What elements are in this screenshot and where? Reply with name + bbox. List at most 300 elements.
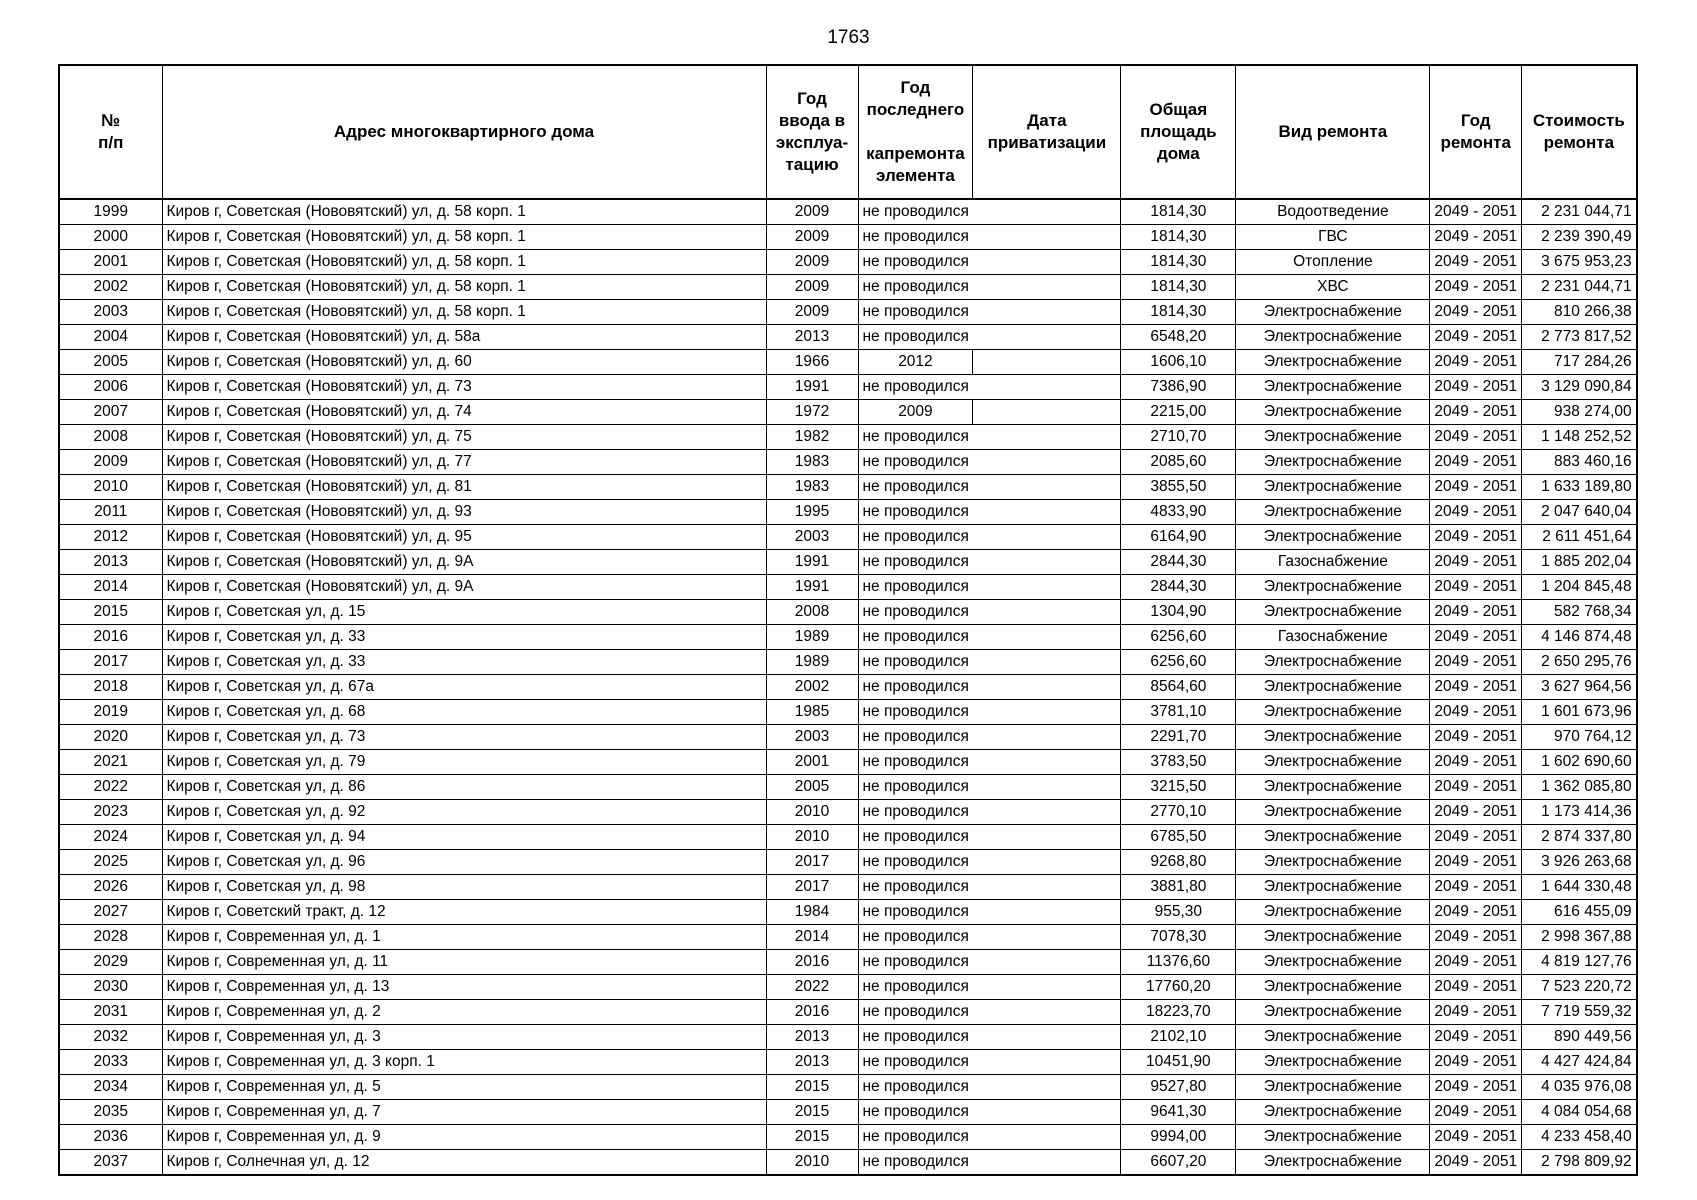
repair-period: 2049 - 2051	[1430, 450, 1522, 475]
header-line: площадь	[1140, 122, 1217, 141]
last-repair-year: не проводился	[858, 825, 973, 850]
repair-cost: 1 885 202,04	[1522, 550, 1637, 575]
header-last-repair	[858, 65, 973, 199]
house-address: Киров г, Советская ул, д. 92	[162, 800, 766, 825]
total-area: 2844,30	[1121, 575, 1236, 600]
repair-period: 2049 - 2051	[1430, 975, 1522, 1000]
repair-period: 2049 - 2051	[1430, 625, 1522, 650]
table-row	[59, 400, 1637, 425]
house-address: Киров г, Современная ул, д. 1	[162, 925, 766, 950]
last-repair-year: не проводился	[858, 650, 973, 675]
privatization-date	[973, 1100, 1121, 1125]
repair-type: Электроснабжение	[1236, 825, 1430, 850]
row-number: 2008	[59, 425, 162, 450]
total-area: 6164,90	[1121, 525, 1236, 550]
privatization-date	[973, 1075, 1121, 1100]
row-number: 2011	[59, 500, 162, 525]
privatization-date	[973, 400, 1121, 425]
repair-period: 2049 - 2051	[1430, 1000, 1522, 1025]
repair-cost: 2 231 044,71	[1522, 275, 1637, 300]
last-repair-year: не проводился	[858, 1150, 973, 1176]
repair-type: Электроснабжение	[1236, 775, 1430, 800]
repair-period: 2049 - 2051	[1430, 1150, 1522, 1176]
last-repair-year: не проводился	[858, 900, 973, 925]
repair-type: ХВС	[1236, 275, 1430, 300]
table-row	[59, 900, 1637, 925]
repair-period: 2049 - 2051	[1430, 900, 1522, 925]
header-line: Дата	[1027, 111, 1067, 130]
repair-type: Электроснабжение	[1236, 1050, 1430, 1075]
row-number: 2018	[59, 675, 162, 700]
privatization-date	[973, 650, 1121, 675]
last-repair-year: 2012	[858, 350, 973, 375]
last-repair-year: не проводился	[858, 450, 973, 475]
row-number: 2003	[59, 300, 162, 325]
repair-cost: 810 266,38	[1522, 300, 1637, 325]
commission-year: 1985	[766, 700, 858, 725]
row-number: 2033	[59, 1050, 162, 1075]
repair-cost: 970 764,12	[1522, 725, 1637, 750]
last-repair-year: не проводился	[858, 1100, 973, 1125]
repair-cost: 4 819 127,76	[1522, 950, 1637, 975]
privatization-date	[973, 875, 1121, 900]
commission-year: 1991	[766, 375, 858, 400]
total-area: 2770,10	[1121, 800, 1236, 825]
header-line: элемента	[876, 166, 955, 185]
header-line: эксплуа-	[775, 133, 849, 152]
commission-year: 2016	[766, 1000, 858, 1025]
repair-type: Электроснабжение	[1236, 950, 1430, 975]
last-repair-year: не проводился	[858, 375, 973, 400]
commission-year: 2013	[766, 1025, 858, 1050]
total-area: 9994,00	[1121, 1125, 1236, 1150]
commission-year: 2022	[766, 975, 858, 1000]
repair-type: Отопление	[1236, 250, 1430, 275]
total-area: 7386,90	[1121, 375, 1236, 400]
table-row	[59, 700, 1637, 725]
table-row	[59, 325, 1637, 350]
total-area: 9527,80	[1121, 1075, 1236, 1100]
house-address: Киров г, Советская ул, д. 86	[162, 775, 766, 800]
table-row	[59, 275, 1637, 300]
header-line: дома	[1156, 144, 1200, 163]
row-number: 2024	[59, 825, 162, 850]
privatization-date	[973, 1050, 1121, 1075]
house-address: Киров г, Советская ул, д. 33	[162, 650, 766, 675]
repair-type: Электроснабжение	[1236, 400, 1430, 425]
row-number: 1999	[59, 199, 162, 225]
commission-year: 1995	[766, 500, 858, 525]
repair-period: 2049 - 2051	[1430, 650, 1522, 675]
house-address: Киров г, Советская ул, д. 15	[162, 600, 766, 625]
repair-cost: 4 035 976,08	[1522, 1075, 1637, 1100]
row-number: 2016	[59, 625, 162, 650]
repair-type: Электроснабжение	[1236, 375, 1430, 400]
house-address: Киров г, Советская ул, д. 73	[162, 725, 766, 750]
repair-type: Газоснабжение	[1236, 550, 1430, 575]
repair-cost: 582 768,34	[1522, 600, 1637, 625]
page-number: 1763	[827, 27, 870, 48]
repair-period: 2049 - 2051	[1430, 250, 1522, 275]
header-line: п/п	[98, 133, 124, 152]
house-address: Киров г, Современная ул, д. 11	[162, 950, 766, 975]
house-address: Киров г, Современная ул, д. 7	[162, 1100, 766, 1125]
table-row	[59, 300, 1637, 325]
house-address: Киров г, Современная ул, д. 13	[162, 975, 766, 1000]
total-area: 2844,30	[1121, 550, 1236, 575]
repair-period: 2049 - 2051	[1430, 575, 1522, 600]
table-row	[59, 500, 1637, 525]
last-repair-year: не проводился	[858, 675, 973, 700]
privatization-date	[973, 675, 1121, 700]
house-address: Киров г, Советская ул, д. 79	[162, 750, 766, 775]
table-row	[59, 1025, 1637, 1050]
header-year-commission	[766, 65, 858, 199]
house-address: Киров г, Современная ул, д. 5	[162, 1075, 766, 1100]
row-number: 2006	[59, 375, 162, 400]
house-address: Киров г, Современная ул, д. 2	[162, 1000, 766, 1025]
total-area: 6785,50	[1121, 825, 1236, 850]
privatization-date	[973, 250, 1121, 275]
repair-type: Электроснабжение	[1236, 650, 1430, 675]
repair-period: 2049 - 2051	[1430, 225, 1522, 250]
row-number: 2037	[59, 1150, 162, 1176]
repair-period: 2049 - 2051	[1430, 375, 1522, 400]
privatization-date	[973, 1150, 1121, 1176]
total-area: 17760,20	[1121, 975, 1236, 1000]
last-repair-year: не проводился	[858, 625, 973, 650]
repair-cost: 1 204 845,48	[1522, 575, 1637, 600]
house-address: Киров г, Советская (Нововятский) ул, д. 58 корп. 1	[162, 199, 766, 225]
repair-cost: 2 798 809,92	[1522, 1150, 1637, 1176]
commission-year: 2009	[766, 250, 858, 275]
repair-cost: 3 129 090,84	[1522, 375, 1637, 400]
repair-cost: 2 611 451,64	[1522, 525, 1637, 550]
repair-cost: 3 675 953,23	[1522, 250, 1637, 275]
last-repair-year: не проводился	[858, 550, 973, 575]
privatization-date	[973, 725, 1121, 750]
commission-year: 2013	[766, 1050, 858, 1075]
commission-year: 2002	[766, 675, 858, 700]
total-area: 2085,60	[1121, 450, 1236, 475]
repair-cost: 1 602 690,60	[1522, 750, 1637, 775]
repair-type: Электроснабжение	[1236, 700, 1430, 725]
header-line: Год	[900, 78, 931, 97]
total-area: 2102,10	[1121, 1025, 1236, 1050]
total-area: 1606,10	[1121, 350, 1236, 375]
total-area: 1814,30	[1121, 225, 1236, 250]
repair-type: Электроснабжение	[1236, 925, 1430, 950]
table-row	[59, 650, 1637, 675]
table-row	[59, 775, 1637, 800]
commission-year: 1983	[766, 450, 858, 475]
house-address: Киров г, Советская (Нововятский) ул, д. 75	[162, 425, 766, 450]
repair-type: Электроснабжение	[1236, 575, 1430, 600]
repair-cost: 2 239 390,49	[1522, 225, 1637, 250]
last-repair-year: не проводился	[858, 975, 973, 1000]
total-area: 955,30	[1121, 900, 1236, 925]
repair-type: Электроснабжение	[1236, 525, 1430, 550]
repair-period: 2049 - 2051	[1430, 275, 1522, 300]
repair-period: 2049 - 2051	[1430, 475, 1522, 500]
repair-type: Электроснабжение	[1236, 900, 1430, 925]
privatization-date	[973, 900, 1121, 925]
commission-year: 2001	[766, 750, 858, 775]
header-line: ремонта	[1543, 133, 1615, 152]
privatization-date	[973, 425, 1121, 450]
commission-year: 1966	[766, 350, 858, 375]
last-repair-year: не проводился	[858, 575, 973, 600]
last-repair-year: 2009	[858, 400, 973, 425]
header-cost	[1522, 65, 1637, 199]
commission-year: 2015	[766, 1075, 858, 1100]
repair-type: Электроснабжение	[1236, 475, 1430, 500]
repair-type: Электроснабжение	[1236, 1100, 1430, 1125]
commission-year: 2005	[766, 775, 858, 800]
table-row	[59, 675, 1637, 700]
repair-cost: 3 926 263,68	[1522, 850, 1637, 875]
last-repair-year: не проводился	[858, 199, 973, 225]
repair-period: 2049 - 2051	[1430, 199, 1522, 225]
table-body	[59, 199, 1637, 1175]
commission-year: 2016	[766, 950, 858, 975]
privatization-date	[973, 475, 1121, 500]
privatization-date	[973, 575, 1121, 600]
repair-type: Газоснабжение	[1236, 625, 1430, 650]
privatization-date	[973, 350, 1121, 375]
table-row	[59, 1100, 1637, 1125]
commission-year: 2008	[766, 600, 858, 625]
commission-year: 1984	[766, 900, 858, 925]
table-row	[59, 875, 1637, 900]
row-number: 2029	[59, 950, 162, 975]
last-repair-year: не проводился	[858, 1000, 973, 1025]
last-repair-year: не проводился	[858, 475, 973, 500]
row-number: 2034	[59, 1075, 162, 1100]
house-address: Киров г, Советская (Нововятский) ул, д. 81	[162, 475, 766, 500]
last-repair-year: не проводился	[858, 325, 973, 350]
house-address: Киров г, Советская (Нововятский) ул, д. 73	[162, 375, 766, 400]
header-line: Год	[797, 89, 827, 108]
row-number: 2002	[59, 275, 162, 300]
header-line: ремонта	[1440, 133, 1511, 152]
total-area: 7078,30	[1121, 925, 1236, 950]
total-area: 3783,50	[1121, 750, 1236, 775]
commission-year: 2009	[766, 275, 858, 300]
repair-type: Электроснабжение	[1236, 725, 1430, 750]
commission-year: 2009	[766, 225, 858, 250]
repair-register-table	[58, 64, 1638, 1176]
repair-period: 2049 - 2051	[1430, 775, 1522, 800]
repair-cost: 3 627 964,56	[1522, 675, 1637, 700]
table-row	[59, 250, 1637, 275]
last-repair-year: не проводился	[858, 725, 973, 750]
privatization-date	[973, 325, 1121, 350]
commission-year: 2009	[766, 199, 858, 225]
header-area	[1121, 65, 1236, 199]
repair-period: 2049 - 2051	[1430, 1075, 1522, 1100]
table-row	[59, 1125, 1637, 1150]
table-row	[59, 199, 1637, 225]
privatization-date	[973, 300, 1121, 325]
row-number: 2001	[59, 250, 162, 275]
repair-period: 2049 - 2051	[1430, 750, 1522, 775]
last-repair-year: не проводился	[858, 950, 973, 975]
repair-period: 2049 - 2051	[1430, 950, 1522, 975]
commission-year: 2003	[766, 725, 858, 750]
house-address: Киров г, Советская ул, д. 68	[162, 700, 766, 725]
header-line: Общая	[1149, 100, 1208, 119]
house-address: Киров г, Советская ул, д. 98	[162, 875, 766, 900]
last-repair-year: не проводился	[858, 1125, 973, 1150]
privatization-date	[973, 500, 1121, 525]
privatization-date	[973, 525, 1121, 550]
table-row	[59, 1075, 1637, 1100]
header-line: тацию	[785, 155, 839, 174]
privatization-date	[973, 850, 1121, 875]
total-area: 6256,60	[1121, 625, 1236, 650]
repair-period: 2049 - 2051	[1430, 800, 1522, 825]
table-row	[59, 350, 1637, 375]
commission-year: 2009	[766, 300, 858, 325]
table-row	[59, 375, 1637, 400]
table-row	[59, 600, 1637, 625]
privatization-date	[973, 800, 1121, 825]
repair-type: Электроснабжение	[1236, 300, 1430, 325]
commission-year: 1972	[766, 400, 858, 425]
house-address: Киров г, Советская (Нововятский) ул, д. 93	[162, 500, 766, 525]
row-number: 2007	[59, 400, 162, 425]
row-number: 2012	[59, 525, 162, 550]
repair-cost: 717 284,26	[1522, 350, 1637, 375]
commission-year: 2010	[766, 800, 858, 825]
table-row	[59, 475, 1637, 500]
commission-year: 1991	[766, 575, 858, 600]
row-number: 2004	[59, 325, 162, 350]
last-repair-year: не проводился	[858, 925, 973, 950]
repair-period: 2049 - 2051	[1430, 400, 1522, 425]
commission-year: 2010	[766, 1150, 858, 1176]
last-repair-year: не проводился	[858, 850, 973, 875]
total-area: 8564,60	[1121, 675, 1236, 700]
last-repair-year: не проводился	[858, 700, 973, 725]
total-area: 1304,90	[1121, 600, 1236, 625]
repair-period: 2049 - 2051	[1430, 725, 1522, 750]
repair-period: 2049 - 2051	[1430, 425, 1522, 450]
repair-cost: 2 231 044,71	[1522, 199, 1637, 225]
commission-year: 1991	[766, 550, 858, 575]
total-area: 3781,10	[1121, 700, 1236, 725]
repair-period: 2049 - 2051	[1430, 1050, 1522, 1075]
total-area: 3855,50	[1121, 475, 1236, 500]
table-row	[59, 1000, 1637, 1025]
total-area: 11376,60	[1121, 950, 1236, 975]
last-repair-year: не проводился	[858, 600, 973, 625]
last-repair-year: не проводился	[858, 300, 973, 325]
total-area: 9641,30	[1121, 1100, 1236, 1125]
total-area: 6256,60	[1121, 650, 1236, 675]
repair-type: Электроснабжение	[1236, 325, 1430, 350]
last-repair-year: не проводился	[858, 500, 973, 525]
privatization-date	[973, 925, 1121, 950]
row-number: 2030	[59, 975, 162, 1000]
row-number: 2031	[59, 1000, 162, 1025]
header-line: ввода в	[778, 111, 846, 130]
header-line: Вид ремонта	[1278, 122, 1388, 141]
table-row	[59, 225, 1637, 250]
header-repair-type	[1236, 65, 1430, 199]
header-line: Год	[1460, 111, 1491, 130]
last-repair-year: не проводился	[858, 250, 973, 275]
privatization-date	[973, 199, 1121, 225]
privatization-date	[973, 1000, 1121, 1025]
repair-period: 2049 - 2051	[1430, 500, 1522, 525]
repair-period: 2049 - 2051	[1430, 525, 1522, 550]
repair-type: Электроснабжение	[1236, 750, 1430, 775]
repair-cost: 2 874 337,80	[1522, 825, 1637, 850]
commission-year: 2015	[766, 1125, 858, 1150]
house-address: Киров г, Советская ул, д. 33	[162, 625, 766, 650]
privatization-date	[973, 950, 1121, 975]
repair-cost: 4 084 054,68	[1522, 1100, 1637, 1125]
repair-type: Электроснабжение	[1236, 1125, 1430, 1150]
commission-year: 2017	[766, 850, 858, 875]
row-number: 2000	[59, 225, 162, 250]
row-number: 2023	[59, 800, 162, 825]
repair-cost: 7 719 559,32	[1522, 1000, 1637, 1025]
house-address: Киров г, Советская (Нововятский) ул, д. 77	[162, 450, 766, 475]
table-row	[59, 1050, 1637, 1075]
row-number: 2014	[59, 575, 162, 600]
table-row	[59, 550, 1637, 575]
repair-type: Электроснабжение	[1236, 675, 1430, 700]
repair-type: Электроснабжение	[1236, 1150, 1430, 1176]
repair-cost: 1 601 673,96	[1522, 700, 1637, 725]
commission-year: 1983	[766, 475, 858, 500]
table-row	[59, 425, 1637, 450]
repair-cost: 2 047 640,04	[1522, 500, 1637, 525]
table-row	[59, 1150, 1637, 1176]
row-number: 2010	[59, 475, 162, 500]
commission-year: 2013	[766, 325, 858, 350]
repair-period: 2049 - 2051	[1430, 1100, 1522, 1125]
last-repair-year: не проводился	[858, 875, 973, 900]
house-address: Киров г, Советская ул, д. 94	[162, 825, 766, 850]
row-number: 2022	[59, 775, 162, 800]
repair-cost: 616 455,09	[1522, 900, 1637, 925]
last-repair-year: не проводился	[858, 525, 973, 550]
repair-type: Электроснабжение	[1236, 800, 1430, 825]
house-address: Киров г, Советская (Нововятский) ул, д. 60	[162, 350, 766, 375]
repair-period: 2049 - 2051	[1430, 700, 1522, 725]
total-area: 1814,30	[1121, 275, 1236, 300]
last-repair-year: не проводился	[858, 1050, 973, 1075]
header-line: Адрес многоквартирного дома	[333, 122, 595, 141]
total-area: 2291,70	[1121, 725, 1236, 750]
total-area: 1814,30	[1121, 199, 1236, 225]
repair-cost: 890 449,56	[1522, 1025, 1637, 1050]
repair-cost: 883 460,16	[1522, 450, 1637, 475]
commission-year: 2015	[766, 1100, 858, 1125]
last-repair-year: не проводился	[858, 1075, 973, 1100]
header-privatization	[973, 65, 1121, 199]
total-area: 1814,30	[1121, 250, 1236, 275]
repair-cost: 2 650 295,76	[1522, 650, 1637, 675]
row-number: 2005	[59, 350, 162, 375]
repair-type: Электроснабжение	[1236, 425, 1430, 450]
commission-year: 2010	[766, 825, 858, 850]
row-number: 2025	[59, 850, 162, 875]
